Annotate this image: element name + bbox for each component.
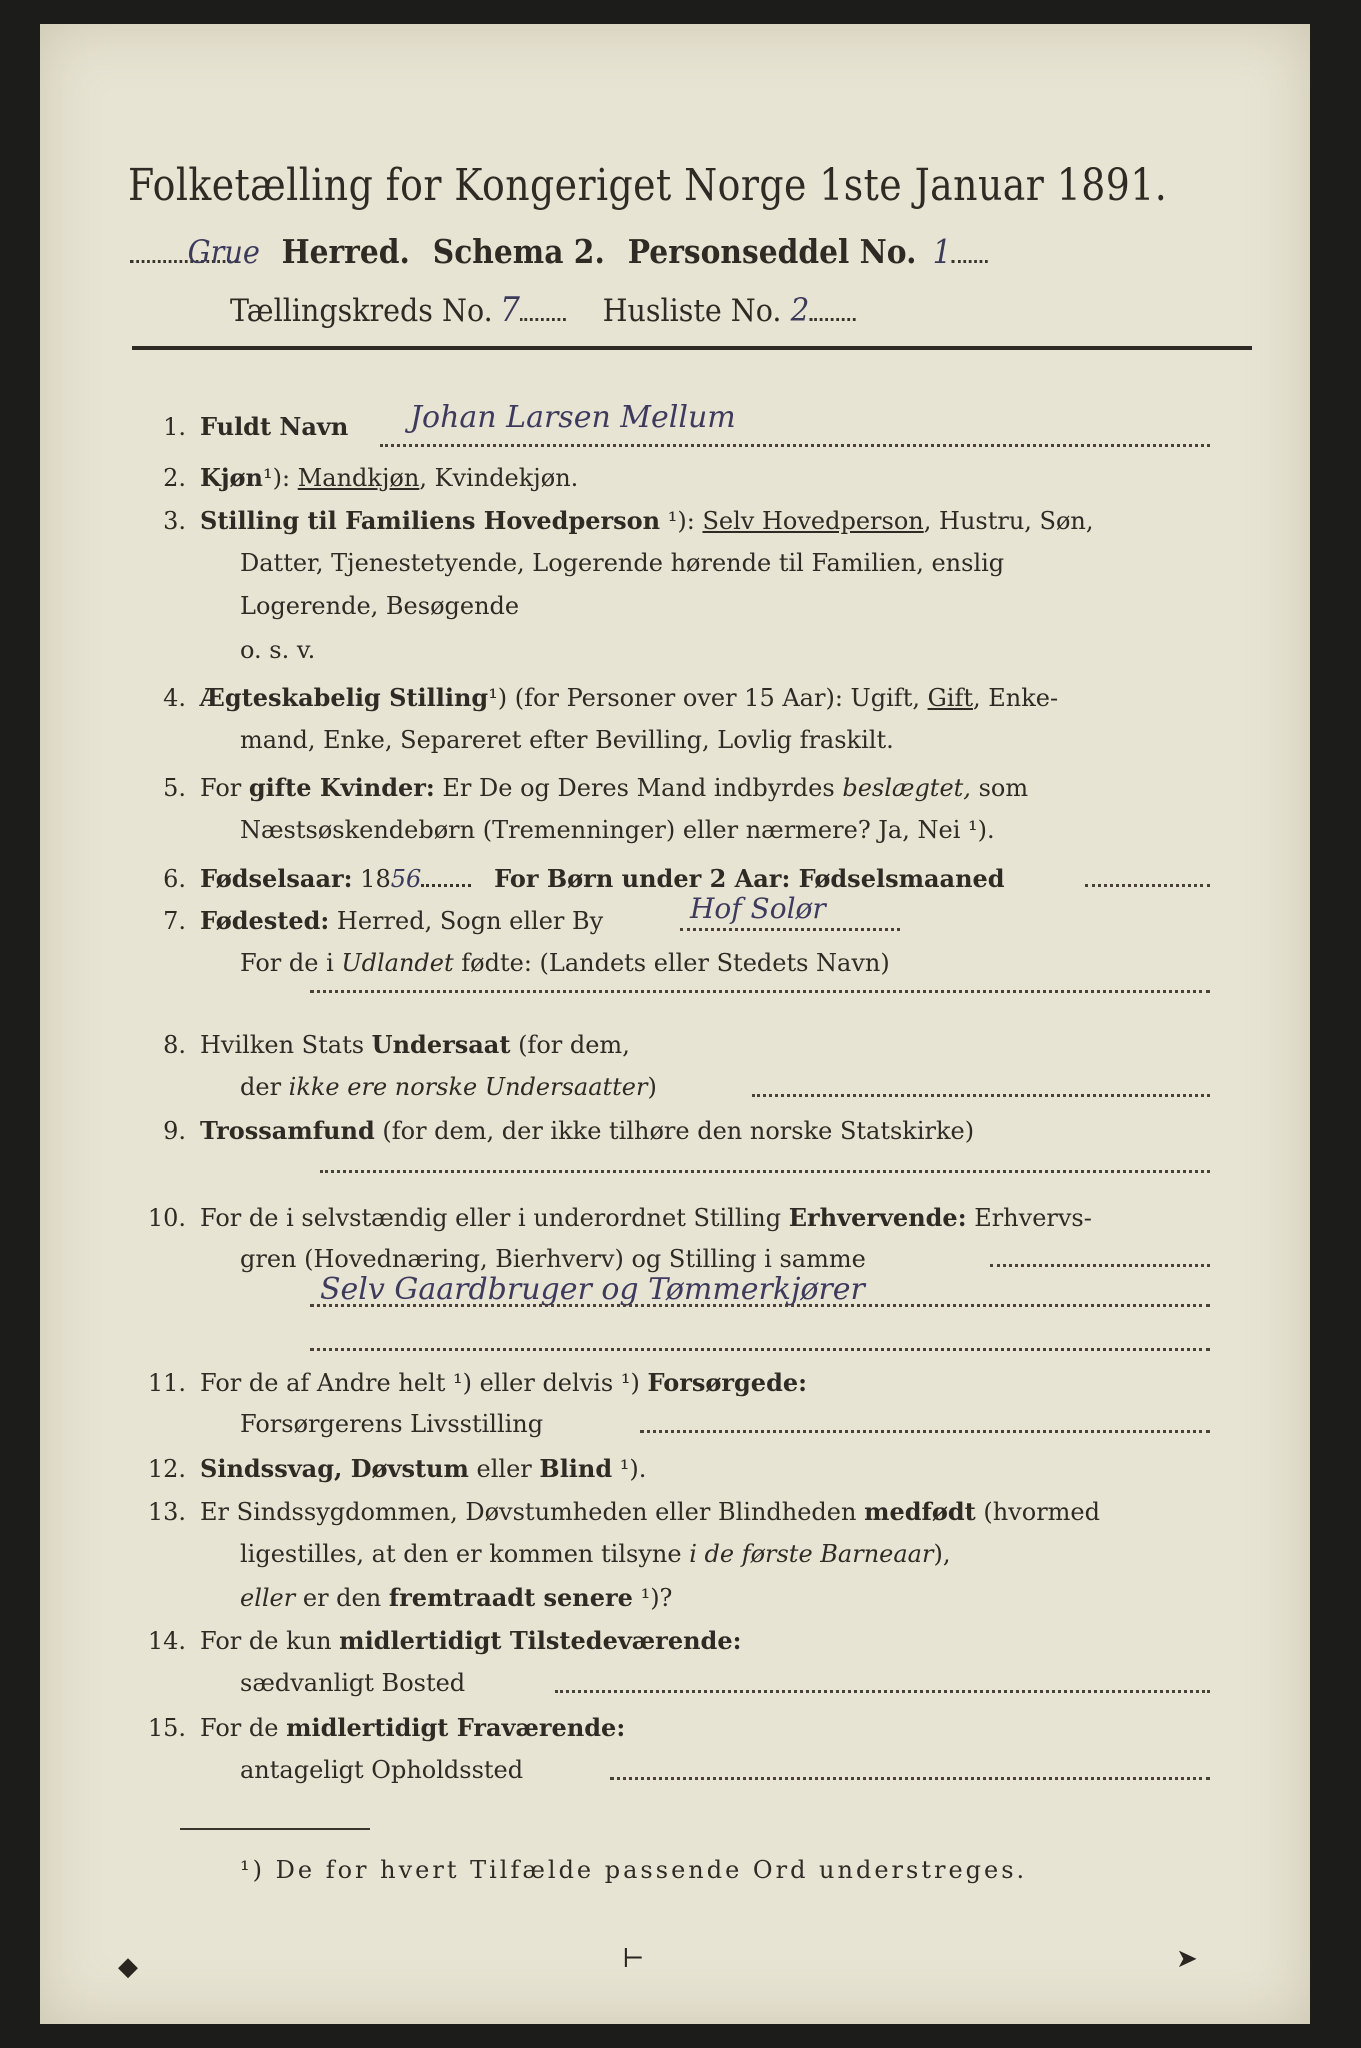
item-7: 7. Fødested: Herred, Sogn eller By [163, 906, 604, 935]
full-name-line [380, 444, 1210, 447]
item-8-line-2: der ikke ere norske Undersaatter) [240, 1073, 657, 1101]
item-2: 2. Kjøn¹): Mandkjøn, Kvindekjøn. [163, 463, 579, 492]
header-rule [132, 346, 1252, 350]
item-14-line-2: sædvanligt Bosted [240, 1669, 466, 1697]
herred-label: Herred. [281, 232, 410, 271]
item-10: 10. For de i selvstændig eller i underordnet Stilling Erhvervende: Erhvervs- [147, 1203, 1092, 1232]
item-5: 5. For gifte Kvinder: Er De og Deres Mand indbyrdes beslægtet, som [163, 773, 1029, 802]
item-8: 8. Hvilken Stats Undersaat (for dem, [163, 1030, 630, 1059]
birthplace-value: Hof Solør [690, 892, 826, 925]
item-13-line-3: eller er den fremtraadt senere ¹)? [240, 1583, 673, 1612]
birth-month-line [1085, 884, 1210, 887]
item-3-line-4: o. s. v. [240, 636, 316, 664]
item-10-line-2: gren (Hovednæring, Bierhverv) og Stilling i samme [240, 1245, 866, 1273]
schema-label: Schema 2. [432, 232, 605, 271]
herred-value: Grue [187, 233, 260, 271]
item-1: 1. Fuldt Navn [163, 412, 349, 441]
undersaat-line [752, 1094, 1210, 1097]
corner-mark-right: ➤ [1176, 1944, 1198, 1974]
item-5-line-2: Næstsøskendebørn (Tremenninger) eller nærmere? Ja, Nei ¹). [240, 816, 995, 844]
taellingskreds-value: 7 [500, 290, 520, 330]
item-9: 9. Trossamfund (for dem, der ikke tilhøre den norske Statskirke) [163, 1116, 975, 1145]
item-11: 11. For de af Andre helt ¹) eller delvis ¹) Forsørgede: [147, 1368, 807, 1397]
personseddel-label: Personseddel No. [627, 232, 917, 271]
item-13: 13. Er Sindssygdommen, Døvstumheden eller Blindheden medfødt (hvormed [147, 1497, 1100, 1526]
item-14: 14. For de kun midlertidigt Tilstedeværende: [147, 1626, 742, 1655]
birth-year-value: 56 [390, 865, 422, 893]
item-3-line-2: Datter, Tjenestetyende, Logerende hørende til Familien, enslig [240, 549, 1005, 577]
corner-mark-left: ◆ [118, 1952, 138, 1982]
item-13-line-2: ligestilles, at den er kommen tilsyne i de første Barneaar), [240, 1540, 951, 1568]
footnote: ¹) De for hvert Tilfælde passende Ord understreges. [240, 1856, 1028, 1884]
option-mandkjon: Mandkjøn [297, 464, 420, 492]
item-3: 3. Stilling til Familiens Hovedperson ¹): Selv Hovedperson, Hustru, Søn, [163, 506, 1094, 535]
option-selv-hovedperson: Selv Hovedperson [702, 507, 924, 535]
item-12: 12. Sindssvag, Døvstum eller Blind ¹). [147, 1454, 647, 1483]
taellingskreds-label: Tællingskreds No. [230, 293, 493, 329]
erhverv-line-2 [310, 1304, 1210, 1307]
item-11-line-2: Forsørgerens Livsstilling [240, 1410, 544, 1438]
footnote-rule [180, 1828, 370, 1830]
opholdssted-line [610, 1777, 1210, 1780]
taellingskreds-line [230, 290, 855, 330]
trossamfund-line [320, 1170, 1210, 1173]
option-gift: Gift [927, 684, 973, 712]
erhverv-line-3 [310, 1348, 1210, 1351]
binding-mark-center: ⊢ [622, 1944, 645, 1974]
item-7-line-2: For de i Udlandet fødte: (Landets eller Stedets Navn) [240, 949, 890, 977]
foreign-birthplace-line [310, 990, 1210, 993]
item-15: 15. For de midlertidigt Fraværende: [147, 1713, 626, 1742]
personseddel-value: 1 [932, 232, 952, 271]
item-4-line-2: mand, Enke, Separeret efter Bevilling, Lovlig fraskilt. [240, 726, 894, 754]
husliste-value: 2 [790, 291, 810, 329]
item-15-line-2: antageligt Opholdssted [240, 1756, 524, 1784]
herred-line [130, 232, 988, 271]
forsorger-line [640, 1430, 1210, 1433]
item-4: 4. Ægteskabelig Stilling¹) (for Personer over 15 Aar): Ugift, Gift, Enke- [163, 683, 1059, 712]
form-title: Folketælling for Kongeriget Norge 1ste Januar 1891. [128, 160, 1168, 211]
birthplace-line [680, 928, 900, 931]
bosted-line [555, 1690, 1210, 1693]
full-name-value: Johan Larsen Mellum [410, 400, 736, 435]
item-6: 6. Fødselsaar: 1856 For Børn under 2 Aar: Fødselsmaaned [163, 864, 1005, 893]
occupation-value: Selv Gaardbruger og Tømmerkjører [320, 1272, 865, 1307]
husliste-label: Husliste No. [602, 293, 782, 329]
erhverv-line-1 [990, 1264, 1210, 1267]
item-3-line-3: Logerende, Besøgende [240, 592, 520, 620]
